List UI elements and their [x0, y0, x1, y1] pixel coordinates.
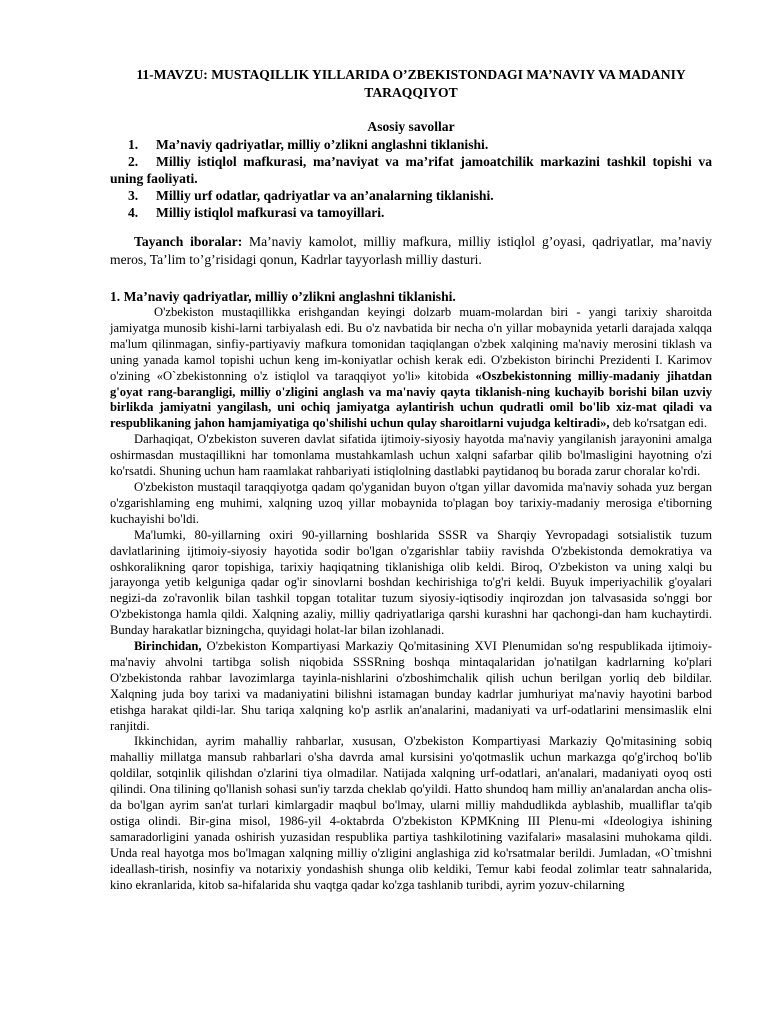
questions-list: [110, 136, 712, 221]
paragraph-3: O'zbekiston mustaqil taraqqiyotga qadam qo'yganidan buyon o'tgan yillar davomida ma'naviy sohada yuz bergan o'zgarishlaming eng muhimi, xalqning uzoq yillar mobaynida to'plagan boy tarixiy-madaniy merosiga e'tiborning kuchayishi bo'ldi.: [110, 479, 712, 526]
paragraph-text: O'zbekiston mustaqillikka erishgandan keyingi dolzarb muam-molardan biri - yangi tarixiy sharoitda jamiyatga munosib kishi-larni tarbiyalash edi. Bu o'z navbatida bir necha o'n yillar mobaynida yetarli darajada xalqqa ma'lum qilinmagan, sinfiy-partiyaviy mafkura tomonidan taqiqlangan o'zbek xalqining ma'naviy merosini tiklash va uning yanada kamol topishi uchun keng im-koniyatlar ochish kerak edi. O'zbekiston birinchi Prezidenti I. Karimov o'zining «O`zbekistonning o'z istiqlol va taraqqiyot yo'li» kitobida: [110, 305, 712, 383]
paragraph-2: Darhaqiqat, O'zbekiston suveren davlat sifatida ijtimoiy-siyosiy hayotda ma'naviy yangilanish jarayonini amalga oshirmasdan mustaqillikni har tomonlama mustahkamlash uchun xalqni safarbar qilib bo'lmasligini hayotning o'zi ko'rsatdi. Shuning uchun ham raamlakat rahbariyati istiqlolning dastlabki paytidanoq bu borada zarur choralar ko'rdi.: [110, 432, 712, 479]
document-title: 11-MAVZU: MUSTAQILLIK YILLARIDA O’ZBEKISTONDAGI MA’NAVIY VA MADANIY TARAQQIYOT: [136, 67, 686, 100]
question-number: 4.: [128, 205, 139, 220]
question-item: [110, 136, 712, 153]
question-item: [110, 153, 712, 187]
paragraph-text: deb ko'rsatgan edi.: [609, 416, 707, 431]
paragraph-6: Ikkinchidan, ayrim mahalliy rahbarlar, xususan, O'zbekiston Kompartiyasi Markaziy Qo'mitasining sobiq mahalliy millatga mansub rahbarlari o'sha davrda amal kursisini yo'qotmaslik uchun markazga qo'g'irchoq bo'lib qoldilar, sotqinlik qilishdan o'zlarini tiya olmadilar. Natijada xalqning urf-odatlari, an'analari, madaniyati oyoq osti qilindi. Ona tilining qo'llanish sohasi sun'iy tarzda cheklab qo'yildi. Hatto shundoq ham milliy an'analardan ancha olis-da bo'lgan ayrim san'at turlari kimlargadir maqbul bo'lmay, ularni milliy mahdudlikda ayblashib, mualliflar ta'qib ostiga olindi. Bir-gina misol, 1986-yil 4-oktabrda O'zbekiston KPMKning III Plenu-mi «Ideologiya ishining samaradorligini yanada oshirish yuzasidan respublika partiya tashkilotining vazifalari» masalasini muhokama qildi. Unda real hayotga mos bo'lmagan xalqning milliy o'zligini anglashiga zid ko'rsatmalar berildi. Jumladan, «O`tmishni ideallash-tirish, nosinfiy va notarixiy yondashish shunga olib keldiki, Temur kabi feodal zolimlar teatr sahnalarida, kino ekranlarida, kitob sa-hifalarida shu vaqtga qadar ko'zga tashlanib turibdi, ayrim yozuv-chilarning: [110, 734, 712, 892]
paragraph-4: Ma'lumki, 80-yillarning oxiri 90-yillarning boshlarida SSSR va Sharqiy Yevropadagi sotsialistik tuzum davlatlarining ijtimoiy-siyosiy hayotida sodir bo'lgan o'zgarishlar tabiiy ravishda O'zbekistonda demokratiya va oshkoralikning qaror topishiga, tarixiy haqiqatning tiklanishiga olib keldi. Biroq, O'zbekiston va uning xalqi bu jarayonga yetib kelguniga qadar og'ir sinovlarni boshdan kechirishiga to'g'ri keldi. Buyuk imperiyachilik g'oyalari negizi-da zo'ravonlik bilan tashkil topgan totalitar tuzum siyosiy-iqtisodiy inqirozdan jon talvasasida so'nggi bor O'zbekistonga hamla qildi. Xalqning azaliy, milliy qadriyatlariga qarshi kurashni har qachongi-dan ham kuchaytirdi. Bunday harakatlar bizningcha, quyidagi holat-lar bilan izohlanadi.: [110, 527, 712, 638]
emphasis-bold: Birinchidan,: [134, 639, 202, 654]
section-heading: 1. Ma’naviy qadriyatlar, milliy o’zlikni anglashni tiklanishi.: [110, 289, 456, 304]
question-number: 3.: [128, 188, 139, 203]
paragraph-1: [110, 305, 712, 432]
question-number: 1.: [128, 137, 139, 152]
question-text: Milliy istiqlol mafkurasi, ma’naviyat va ma’rifat jamoatchilik markazini tashkil topishi va uning faoliyati.: [110, 154, 712, 186]
keywords-label: Tayanch iboralar:: [134, 234, 243, 249]
question-text: Milliy istiqlol mafkurasi va tamoyillari.: [156, 205, 385, 220]
question-item: [110, 204, 712, 221]
keywords-paragraph: [110, 233, 712, 269]
keywords-text: Ma’naviy kamolot, milliy mafkura, milliy istiqlol g’oyasi, qadriyatlar, ma’naviy meros, Ta’lim to’g’risidagi qonun, Kadrlar tayyorlash milliy dasturi.: [110, 234, 712, 267]
question-text: Milliy urf odatlar, qadriyatlar va an’analarning tiklanishi.: [156, 188, 494, 203]
quote-bold: «Oszbekistonning milliy-madaniy jihatdan g'oyat rang-barangligi, milliy o'zligini anglash va ma'naviy qayta tiklanish-ning kuchayib borishi bilan uzviy birlikda jamiyatni yangilash, uni ochiq jamiyatga aylantirish uchun qudratli omil bo'lib xiz-mat qiladi va respublikaning jahon hamjamiyatiga qo'shilishi uchun qulay sharoitlarni vujudga keltiradi»,: [110, 368, 712, 431]
paragraph-5: [110, 639, 712, 734]
questions-heading: Asosiy savollar: [367, 119, 455, 134]
paragraph-text: O'zbekiston Kompartiyasi Markaziy Qo'mitasining XVI Plenumidan so'ng respublikada ijtimoiy-ma'naviy ahvolni tartibga solish niqobida SSSRning boshqa mintaqalaridan jo'natilgan kadrlarning ko'plari O'zbekistonda rahbar lavozimlarga tayinla-nishlarini o'zboshimchalik qilish uchun berilgan yorliq deb bildilar. Xalqning juda boy tarixi va madaniyatini bilishni istamagan bunday kadrlar jumhuriyat ma'naviy hayotini barbod etishga harakat qildi-lar. Shu tariqa xalqning ko'p asrlik an'analarini, madaniyati va urf-odatlarini mensimaslik elni ranjitdi.: [110, 639, 712, 733]
question-text: Ma’naviy qadriyatlar, milliy o’zlikni anglashni tiklanishi.: [156, 137, 489, 152]
question-number: 2.: [128, 154, 139, 169]
body-text: [110, 305, 712, 894]
question-item: [110, 187, 712, 204]
